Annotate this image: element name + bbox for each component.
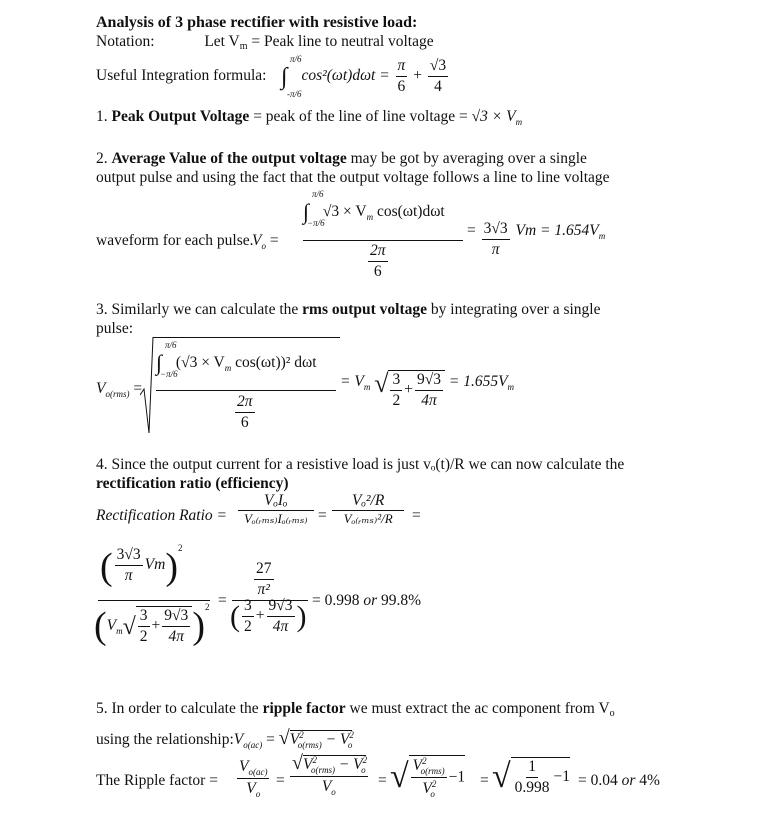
ratio-fraction-1: $\frac{\text{VₒIₒ}}{\text{Vₒ₍ᵣₘₛ₎Iₒ₍ᵣₘₛ₎}}$ xyxy=(236,492,316,527)
section-3-lhs: $V_{o(rms)}$ = xyxy=(96,380,143,399)
section-2-line3: waveform for each pulse. xyxy=(96,232,254,249)
efficiency-numerator: ( $\frac{3√3}{\pi}$ Vm)$^2$ xyxy=(100,543,183,588)
section-2-line2: output pulse and using the fact that the output voltage follows a line to line voltage xyxy=(96,169,610,186)
ripple-fraction-1: $\frac{V_{o(ac)}}{V_o}$ xyxy=(239,758,268,800)
document-title: Analysis of 3 phase rectifier with resistive load: xyxy=(96,14,418,31)
section-2-line1: 2. Average Value of the output voltage may be got by averaging over a single xyxy=(96,150,587,167)
integration-formula: ∫ π/6 -π/6 cos²(ωt)dωt = $\frac{\pi}{6}$ + $\frac{√3}{4}$ xyxy=(281,54,447,99)
ripple-result: = 0.04 or 4% xyxy=(578,772,660,789)
efficiency-denominator: ($V^m√$ $\frac{3}{2}$ + $\frac{9√3}{4\pi}$ )$^2$ xyxy=(94,602,210,647)
integral-sign: ∫ xyxy=(281,63,288,90)
section-2-denominator: $\frac{2\pi}{6}$ xyxy=(370,242,386,280)
section-3-result: = $V^m$ √ $\frac{3}{2}$ + $\frac{9√3}{4\pi}$ = $1.655V^m$ xyxy=(340,368,515,409)
ratio-fraction-2: $\frac{\text{Vₒ²/R}}{\text{Vₒ₍ᵣₘₛ₎²/R}}$ xyxy=(330,492,406,527)
section-5-line1: 5. In order to calculate the ripple factor we must extract the ac component from Vo xyxy=(96,700,615,719)
section-5-relationship: using the $relationship:V_{o(ac)} = √V^2_{o(rms)} - V^2_o$ xyxy=(96,727,354,750)
ripple-factor-label: The Ripple factor = xyxy=(96,772,218,789)
section-2-result: = $\frac{3√3}{\pi}$ $Vm = 1.654V^m$ xyxy=(467,220,606,258)
section-3-line2: pulse: xyxy=(96,320,134,337)
section-2-heading: Average Value of the output voltage xyxy=(111,150,347,167)
section-1: 1. Peak Output Voltage = peak of the line of line voltage = $√3 \times V_m$ xyxy=(96,108,523,127)
ripple-fraction-3: √ $\frac{V^2_{o(rms)}}{V^2_o}$ −1 xyxy=(390,755,466,799)
upper-limit: π/6 xyxy=(290,54,302,64)
section-3-line1: 3. Similarly we can calculate the rms output voltage by integrating over a single xyxy=(96,301,601,318)
section-1-heading: Peak Output Voltage xyxy=(111,108,250,125)
integration-formula-label: Useful Integration formula: xyxy=(96,67,267,84)
section-5-heading: ripple factor xyxy=(262,700,346,717)
section-2-integral-numerator: ∫ π/6 −π/6 $√3 \times V_m$ cos(ωt)dωt xyxy=(303,189,445,228)
efficiency-right-denominator: ( $\frac{3}{2}$ + $\frac{9√3}{4\pi}$ ) xyxy=(230,597,307,635)
efficiency-result: = 0.998 or 99.8% xyxy=(312,592,422,609)
section-2-lhs: $V_o$ = xyxy=(252,232,279,251)
section-4-line1: 4. Since the output current for a resistive load is just vₒ(t)/R we can now calculate the xyxy=(96,456,625,473)
fraction-bar xyxy=(303,240,463,241)
rectification-ratio-label: Rectification Ratio = xyxy=(96,507,227,524)
notation-label: Notation: xyxy=(96,33,155,50)
lower-limit: -π/6 xyxy=(287,89,302,99)
section-3-heading: rms output voltage xyxy=(302,301,428,318)
notation-line: Notation: Let Vm = Peak line to neutral voltage xyxy=(96,33,434,52)
efficiency-right-numerator: $\frac{27}{\text{π²}}$ xyxy=(256,560,272,598)
big-sqrt-symbol xyxy=(140,345,148,435)
section-4-heading: rectification ratio (efficiency) xyxy=(96,475,289,492)
ripple-fraction-2: $\frac{√V^2_{o(rms)} - V^2_o}{V_o}$ xyxy=(292,752,368,798)
ripple-fraction-4: √ $\frac{1}{0.998}$ −1 xyxy=(492,758,571,796)
section-3-numerator: ∫ π/6 −π/6 ($√3 \times V_m$ cos(ωt))² dωt xyxy=(156,340,317,379)
section-3-denominator: $\frac{2\pi}{6}$ xyxy=(237,393,253,431)
